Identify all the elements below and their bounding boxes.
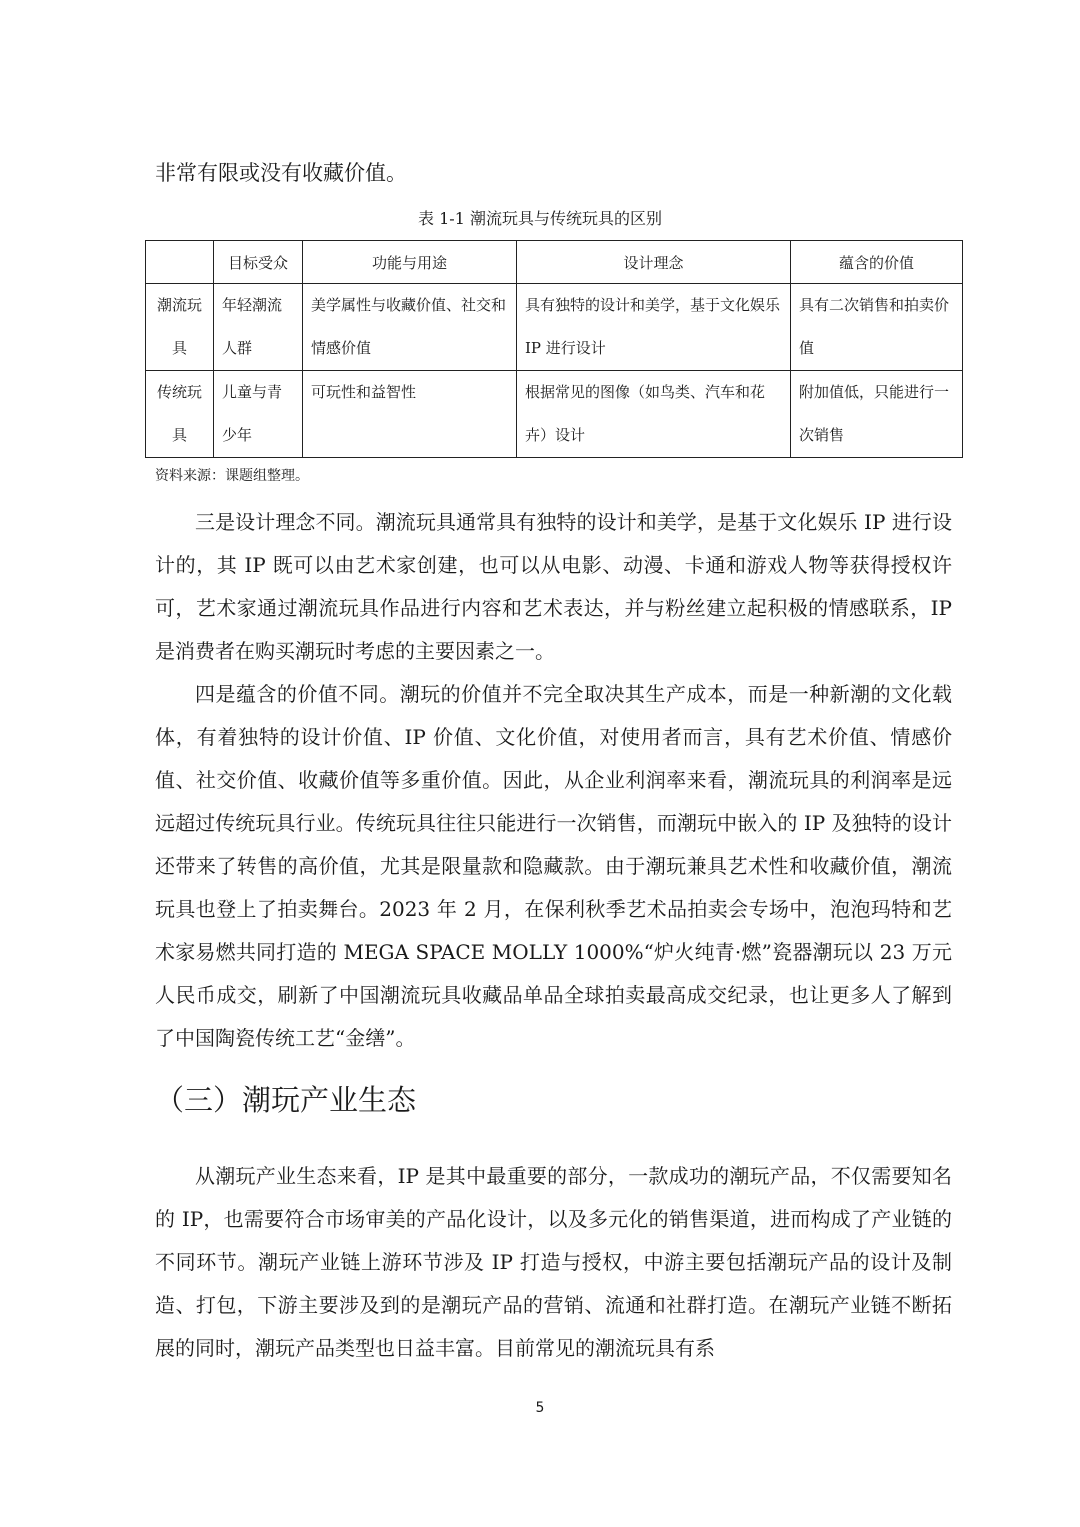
body-paragraph: 三是设计理念不同。潮流玩具通常具有独特的设计和美学，是基于文化娱乐 IP 进行设计的，其 IP 既可以由艺术家创建，也可以从电影、动漫、卡通和游戏人物等获得授权许可，艺术家通过潮流玩具作品进行内容和艺术表达，并与粉丝建立起积极的情感联系，IP 是消费者在购买潮玩时考虑的主要因素之一。 bbox=[155, 510, 952, 663]
section-heading: （三）潮玩产业生态 bbox=[155, 1083, 417, 1117]
table-cell: 年轻潮流人群 bbox=[214, 284, 303, 371]
table-row-label: 潮流玩具 bbox=[146, 284, 214, 371]
table-cell: 附加值低，只能进行一次销售 bbox=[791, 371, 963, 458]
table-cell: 美学属性与收藏价值、社交和情感价值 bbox=[303, 284, 517, 371]
table-row bbox=[146, 371, 963, 458]
table-cell: 具有独特的设计和美学，基于文化娱乐 IP 进行设计 bbox=[517, 284, 791, 371]
lead-line: 非常有限或没有收藏价值。 bbox=[155, 161, 407, 185]
table-header-cell: 设计理念 bbox=[517, 241, 791, 284]
table-row bbox=[146, 284, 963, 371]
body-paragraph: 四是蕴含的价值不同。潮玩的价值并不完全取决其生产成本，而是一种新潮的文化载体，有着独特的设计价值、IP 价值、文化价值，对使用者而言，具有艺术价值、情感价值、社交价值、收藏价值等多重价值。因此，从企业利润率来看，潮流玩具的利润率是远远超过传统玩具行业。传统玩具往往只能进行一次销售，而潮玩中嵌入的 IP 及独特的设计还带来了转售的高价值，尤其是限量款和隐藏款。由于潮玩兼具艺术性和收藏价值，潮流玩具也登上了拍卖舞台。2023 年 2 月，在保利秋季艺术品拍卖会专场中，泡泡玛特和艺术家易燃共同打造的 MEGA SPACE MOLLY 1000%“炉火纯青·燃”瓷器潮玩以 23 万元人民币成交，刷新了中国潮流玩具收藏品单品全球拍卖最高成交纪录，也让更多人了解到了中国陶瓷传统工艺“金缮”。 bbox=[155, 682, 952, 1050]
table-header-cell: 目标受众 bbox=[214, 241, 303, 284]
page-number: 5 bbox=[535, 1400, 545, 1416]
table-row-label: 传统玩具 bbox=[146, 371, 214, 458]
table-header-cell: 功能与用途 bbox=[303, 241, 517, 284]
comparison-table bbox=[145, 240, 963, 458]
table-cell: 根据常见的图像（如鸟类、汽车和花卉）设计 bbox=[517, 371, 791, 458]
table-cell: 具有二次销售和拍卖价值 bbox=[791, 284, 963, 371]
table-header-row bbox=[146, 241, 963, 284]
table-cell: 儿童与青少年 bbox=[214, 371, 303, 458]
table-header-cell bbox=[146, 241, 214, 284]
table-header-cell: 蕴含的价值 bbox=[791, 241, 963, 284]
table-caption: 表 1-1 潮流玩具与传统玩具的区别 bbox=[418, 209, 662, 228]
table-cell: 可玩性和益智性 bbox=[303, 371, 517, 458]
table-source-note: 资料来源：课题组整理。 bbox=[155, 468, 309, 484]
body-paragraph: 从潮玩产业生态来看，IP 是其中最重要的部分，一款成功的潮玩产品，不仅需要知名的 IP，也需要符合市场审美的产品化设计，以及多元化的销售渠道，进而构成了产业链的不同环节。潮玩产业链上游环节涉及 IP 打造与授权，中游主要包括潮玩产品的设计及制造、打包，下游主要涉及到的是潮玩产品的营销、流通和社群打造。在潮玩产业链不断拓展的同时，潮玩产品类型也日益丰富。目前常见的潮流玩具有系 bbox=[155, 1164, 952, 1360]
